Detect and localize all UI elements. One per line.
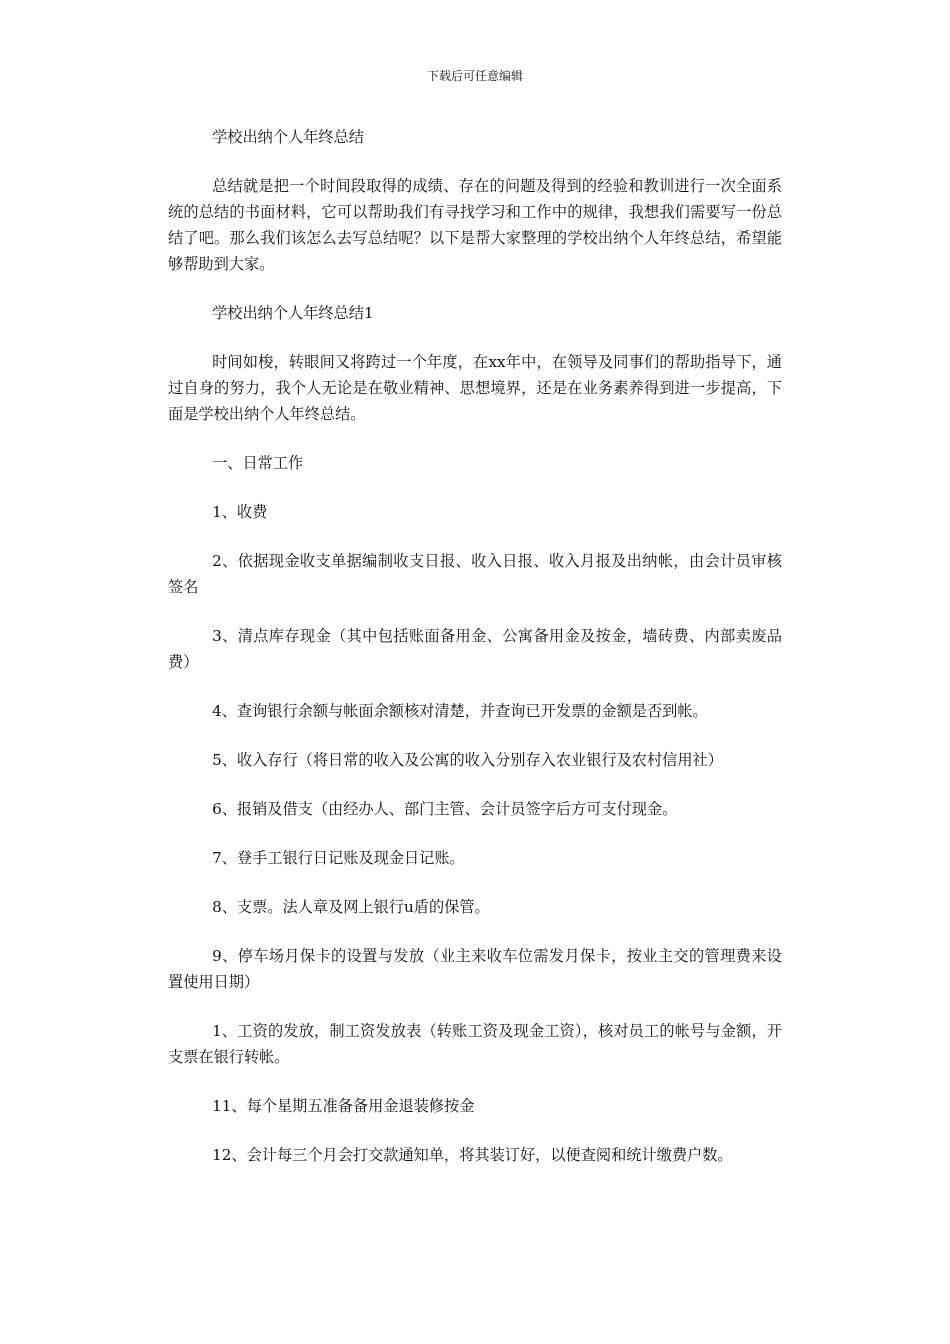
list-item: 7、登手工银行日记账及现金日记账。 [212,849,465,867]
intro-paragraph: 总结就是把一个时间段取得的成绩、存在的问题及得到的经验和教训进行一次全面系统的总结的书面材料，它可以帮助我们有寻找学习和工作中的规律，我想我们需要写一份总结了吧。那么我们该怎么去写总结呢？以下是帮大家整理的学校出纳个人年终总结，希望能够帮助到大家。 [168,177,782,273]
page-header-note: 下载后可任意编辑 [426,69,523,83]
section-intro-paragraph: 时间如梭，转眼间又将跨过一个年度，在xx年中，在领导及同事们的帮助指导下，通过自身的努力，我个人无论是在敬业精神、思想境界，还是在业务素养得到进一步提高，下面是学校出纳个人年终总结。 [168,353,782,423]
subheading-daily-work: 一、日常工作 [212,454,304,472]
list-item: 8、支票。法人章及网上银行u盾的保管。 [212,898,490,916]
list-item: 9、停车场月保卡的设置与发放（业主来收车位需发月保卡，按业主交的管理费来设置使用日期） [168,947,782,991]
list-item: 4、查询银行余额与帐面余额核对清楚，并查询已开发票的金额是否到帐。 [212,702,708,720]
list-item: 5、收入存行（将日常的收入及公寓的收入分别存入农业银行及农村信用社） [212,751,723,769]
list-item: 1、收费 [212,503,268,521]
list-item: 6、报销及借支（由经办人、部门主管、会计员签字后方可支付现金。 [212,800,678,818]
list-item: 2、依据现金收支单据编制收支日报、收入日报、收入月报及出纳帐，由会计员审核签名 [168,552,782,596]
list-item: 3、清点库存现金（其中包括账面备用金、公寓备用金及按金，墙砖费、内部卖废品费） [168,627,782,671]
list-item: 11、每个星期五准备备用金退装修按金 [212,1097,475,1115]
document-title: 学校出纳个人年终总结 [212,128,364,146]
list-item: 1、工资的发放，制工资发放表（转账工资及现金工资），核对员工的帐号与金额，开支票在银行转帐。 [168,1022,782,1066]
document-body [168,124,782,1191]
section-title: 学校出纳个人年终总结1 [212,304,374,322]
list-item: 12、会计每三个月会打交款通知单，将其装订好，以便查阅和统计缴费户数。 [212,1146,733,1164]
